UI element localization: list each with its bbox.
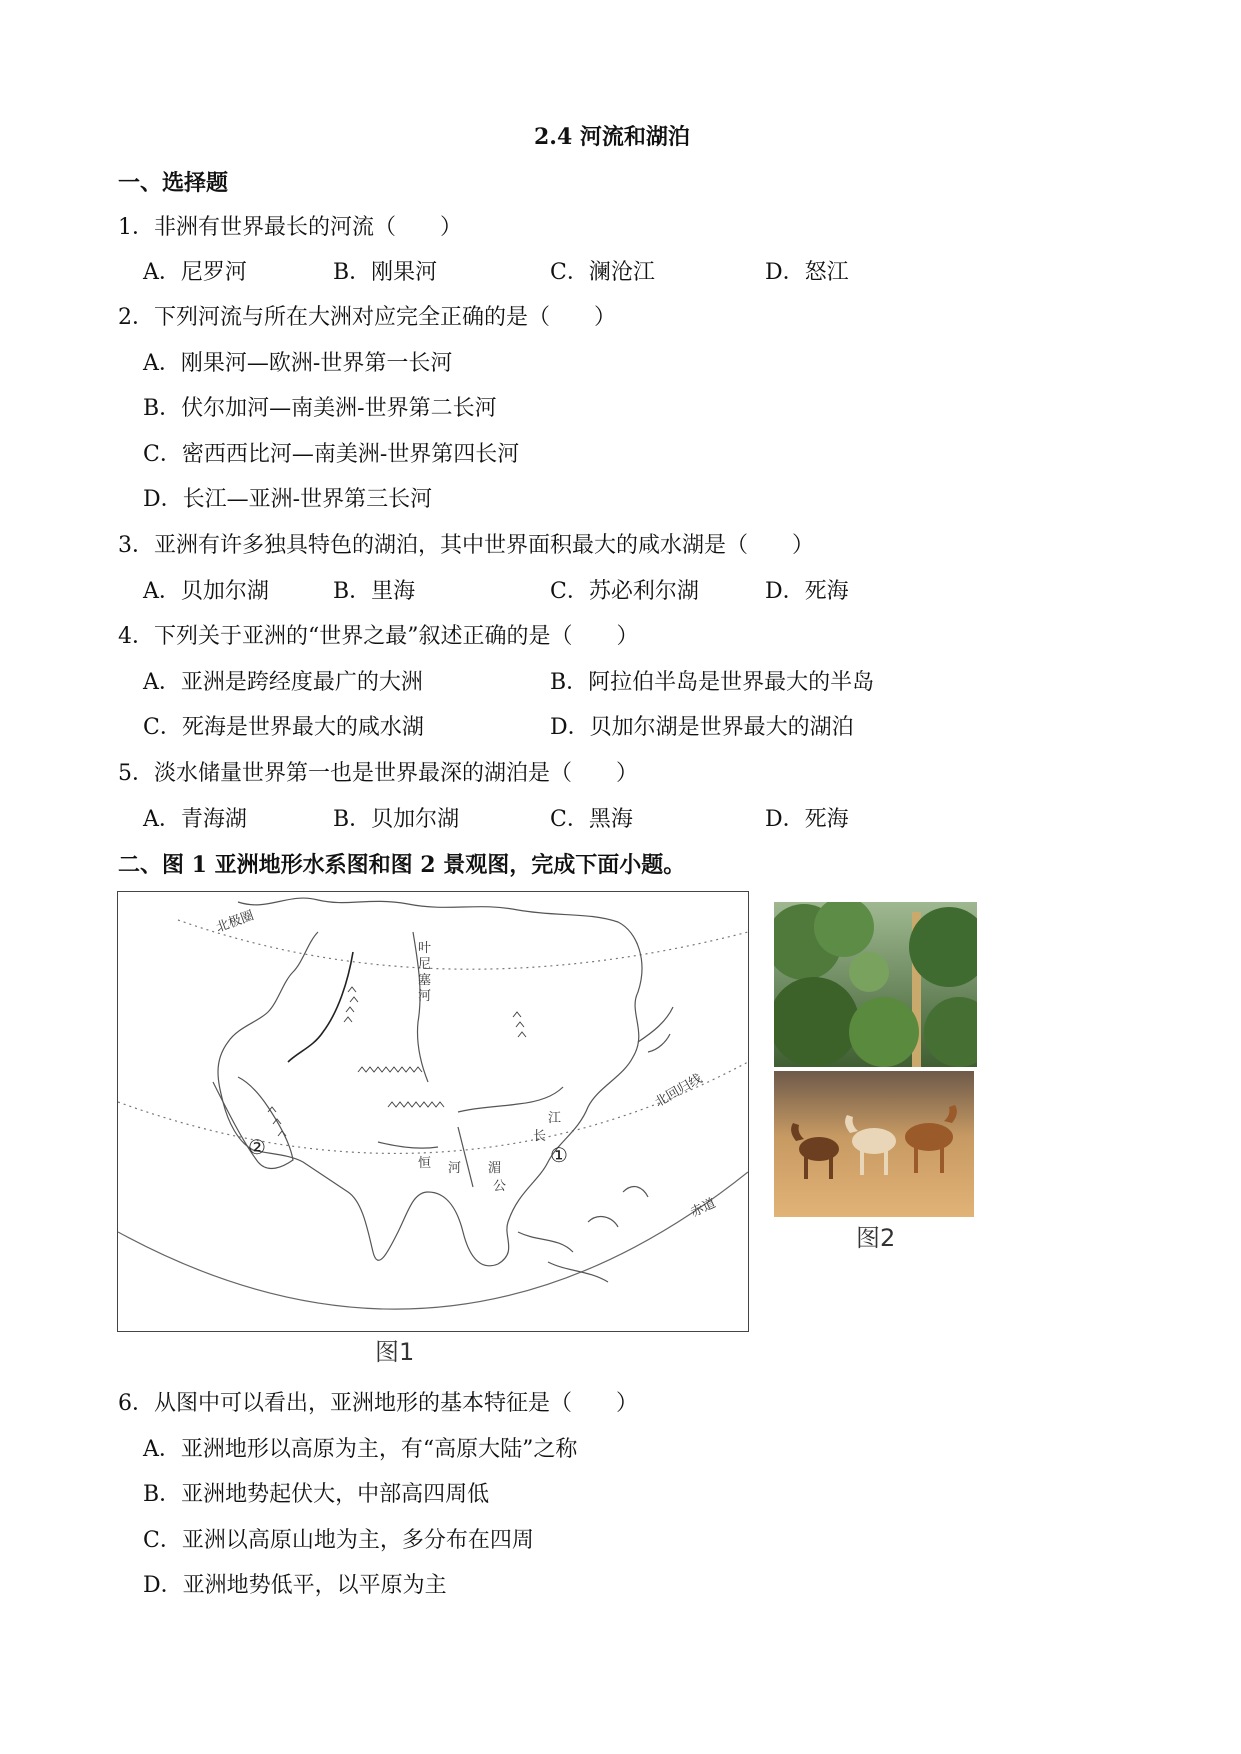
label-yangtze-1: 江 (548, 1111, 562, 1126)
label-mekong-2: 公 (493, 1179, 507, 1194)
q3-option-a: A．贝加尔湖 (143, 579, 269, 604)
question-2-stem: 2．下列河流与所在大洲对应完全正确的是（ ） (118, 305, 616, 330)
q3-option-c: C．苏必利尔湖 (550, 579, 699, 604)
q5-option-c: C．黑海 (550, 807, 633, 832)
question-3-stem: 3．亚洲有许多独具特色的湖泊，其中世界面积最大的咸水湖是（ ） (118, 533, 814, 558)
marker-2: ② (248, 1135, 266, 1159)
q3-option-d: D．死海 (765, 579, 849, 604)
japan-outline (638, 1007, 673, 1052)
mountain-symbols (268, 987, 526, 1136)
map-drawing (118, 892, 748, 1331)
q1-option-a: A．尼罗河 (143, 260, 247, 285)
forest-photo (774, 902, 977, 1067)
arctic-circle-line (178, 920, 748, 969)
question-1-stem: 1．非洲有世界最长的河流（ ） (118, 215, 462, 240)
tropic-of-cancer-line (118, 1062, 748, 1153)
figure-1-caption: 图1 (375, 1338, 415, 1366)
label-yenisei-1: 叶 (418, 941, 432, 956)
q2-option-b: B．伏尔加河—南美洲-世界第二长河 (143, 396, 497, 421)
figure-2-caption: 图2 (856, 1224, 896, 1252)
section-heading-choice: 一、选择题 (118, 170, 229, 196)
marker-1: ① (550, 1143, 568, 1167)
label-ganges-1: 恒 (418, 1156, 432, 1171)
mekong-river (458, 1127, 473, 1187)
question-5-stem: 5．淡水储量世界第一也是世界最深的湖泊是（ ） (118, 761, 638, 786)
label-yenisei-2: 尼 (418, 957, 432, 972)
label-yenisei-3: 塞 (418, 973, 432, 988)
q3-option-b: B．里海 (333, 579, 416, 604)
label-mekong-1: 湄 (488, 1161, 502, 1176)
label-ganges-2: 河 (448, 1161, 462, 1176)
q6-option-c: C．亚洲以高原山地为主，多分布在四周 (143, 1528, 534, 1553)
label-equator: 赤道 (688, 1196, 719, 1221)
q5-option-a: A．青海湖 (143, 807, 247, 832)
q1-option-c: C．澜沧江 (550, 260, 655, 285)
q2-option-d: D．长江—亚洲-世界第三长河 (143, 487, 433, 512)
q5-option-d: D．死海 (765, 807, 849, 832)
label-tropic-of-cancer: 北回归线 (652, 1071, 706, 1111)
label-yangtze-2: 长 (533, 1129, 547, 1144)
asia-terrain-river-map (117, 891, 749, 1332)
label-arctic-circle: 北极圈 (214, 908, 257, 936)
q1-option-d: D．怒江 (765, 260, 849, 285)
q2-option-a: A．刚果河—欧洲-世界第一长河 (143, 351, 453, 376)
yangtze-river (458, 1087, 563, 1112)
q6-option-d: D．亚洲地势低平，以平原为主 (143, 1573, 447, 1598)
q4-option-b: B．阿拉伯半岛是世界最大的半岛 (550, 670, 875, 695)
q5-option-b: B．贝加尔湖 (333, 807, 460, 832)
q6-option-b: B．亚洲地势起伏大，中部高四周低 (143, 1482, 490, 1507)
label-yenisei-4: 河 (418, 989, 432, 1004)
q4-option-c: C．死海是世界最大的咸水湖 (143, 715, 424, 740)
q1-option-b: B．刚果河 (333, 260, 438, 285)
q4-option-d: D．贝加尔湖是世界最大的湖泊 (550, 715, 854, 740)
question-4-stem: 4．下列关于亚洲的“世界之最”叙述正确的是（ ） (118, 624, 639, 649)
desert-camels-photo (774, 1071, 974, 1217)
q6-option-a: A．亚洲地形以高原为主，有“高原大陆”之称 (143, 1437, 578, 1462)
section-heading-figures: 二、图 1 亚洲地形水系图和图 2 景观图，完成下面小题。 (118, 852, 686, 878)
question-6-stem: 6．从图中可以看出，亚洲地形的基本特征是（ ） (118, 1391, 638, 1416)
ganges-river (378, 1142, 438, 1148)
q2-option-c: C．密西西比河—南美洲-世界第四长河 (143, 442, 520, 467)
southeast-asia-islands (518, 1187, 648, 1282)
ural-boundary-line (288, 952, 353, 1062)
page-title: 2.4 河流和湖泊 (534, 124, 690, 150)
q4-option-a: A．亚洲是跨经度最广的大洲 (143, 670, 423, 695)
